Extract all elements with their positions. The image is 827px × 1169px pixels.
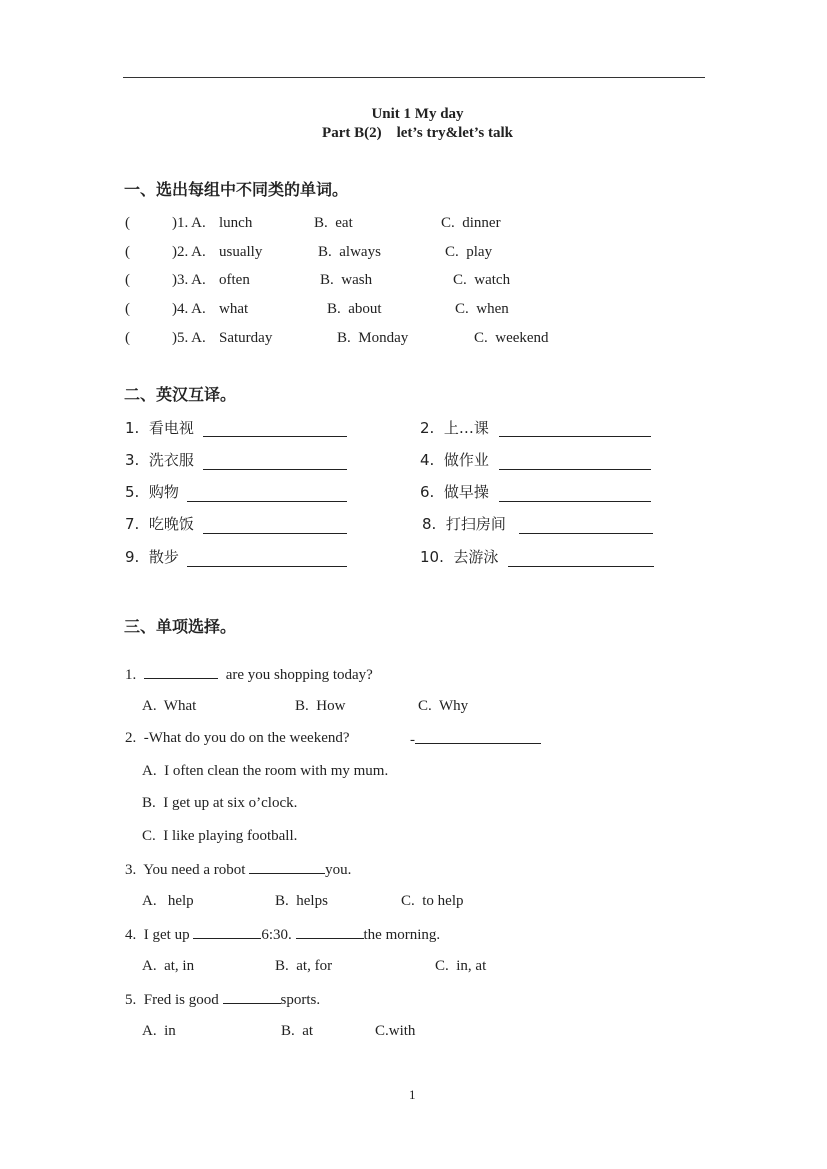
item-number: )2. A. — [172, 244, 206, 260]
answer-blank[interactable] — [499, 455, 651, 470]
q2-answer — [410, 729, 541, 749]
answer-blank[interactable] — [296, 924, 364, 939]
question-text: 3. You need a robot — [125, 862, 246, 878]
q5-option-b: B. at — [281, 1023, 314, 1039]
q1-option-c: C. Why — [418, 698, 469, 714]
section1-heading: 一、选出每组中不同类的单词。 — [124, 180, 349, 199]
q1-option-b: B. How — [295, 698, 346, 714]
question-text-tail: you. — [325, 862, 352, 878]
answer-blank[interactable] — [415, 729, 541, 744]
q3-option-c: C. to help — [401, 893, 464, 909]
q3-option-b: B. helps — [275, 893, 328, 909]
option-a: usually — [219, 244, 263, 260]
section3-heading: 三、单项选择。 — [124, 617, 237, 636]
item-number: )5. A. — [172, 330, 206, 346]
answer-paren: ( — [125, 330, 130, 346]
answer-blank[interactable] — [203, 455, 347, 470]
question-text-tail: sports. — [280, 992, 321, 1008]
option-a: lunch — [219, 215, 253, 231]
answer-blank[interactable] — [187, 487, 347, 502]
translation-label: 10. 去游泳 — [420, 548, 499, 566]
option-b: B. always — [318, 244, 381, 260]
answer-paren: ( — [125, 301, 130, 317]
dash: - — [410, 732, 415, 748]
translation-label: 8. 打扫房间 — [422, 515, 506, 533]
section2-heading: 二、英汉互译。 — [124, 385, 237, 404]
option-a: Saturday — [219, 330, 273, 346]
translation-label: 5. 购物 — [125, 483, 179, 501]
answer-paren: ( — [125, 215, 130, 231]
question-3 — [125, 859, 351, 879]
translation-label: 2. 上…课 — [420, 419, 489, 437]
translation-label: 4. 做作业 — [420, 451, 489, 469]
question-text: 5. Fred is good — [125, 992, 219, 1008]
option-c: C. when — [455, 301, 509, 317]
option-b: B. eat — [314, 215, 353, 231]
question-number: 1. — [125, 667, 137, 683]
option-b: B. about — [327, 301, 382, 317]
worksheet-subtitle: Part B(2) let’s try&let’s talk — [322, 125, 513, 141]
translation-label: 1. 看电视 — [125, 419, 194, 437]
answer-blank[interactable] — [193, 924, 261, 939]
answer-blank[interactable] — [499, 422, 651, 437]
question-1 — [125, 664, 373, 684]
page-number: 1 — [409, 1087, 416, 1102]
answer-blank[interactable] — [144, 664, 218, 679]
answer-blank[interactable] — [508, 552, 654, 567]
q4-option-a: A. at, in — [142, 958, 195, 974]
translation-label: 7. 吃晚饭 — [125, 515, 194, 533]
question-text-mid: 6:30. — [261, 927, 292, 943]
answer-blank[interactable] — [203, 519, 347, 534]
question-text: are you shopping today? — [225, 667, 373, 683]
item-number: )4. A. — [172, 301, 206, 317]
option-a: often — [219, 272, 250, 288]
option-c: C. weekend — [474, 330, 549, 346]
header-rule — [123, 77, 705, 78]
translation-label: 9. 散步 — [125, 548, 179, 566]
option-a: what — [219, 301, 249, 317]
option-c: C. watch — [453, 272, 511, 288]
q4-option-c: C. in, at — [435, 958, 487, 974]
question-2: 2. -What do you do on the weekend? — [125, 730, 350, 746]
answer-blank[interactable] — [499, 487, 651, 502]
worksheet-title: Unit 1 My day — [371, 106, 464, 122]
question-4 — [125, 924, 440, 944]
q5-option-a: A. in — [142, 1023, 176, 1039]
question-text-tail: the morning. — [363, 927, 441, 943]
item-number: )1. A. — [172, 215, 206, 231]
q2-option-b: B. I get up at six o’clock. — [142, 795, 298, 811]
answer-paren: ( — [125, 272, 130, 288]
q3-option-a: A. help — [142, 893, 194, 909]
q2-option-a: A. I often clean the room with my mum. — [142, 763, 389, 779]
item-number: )3. A. — [172, 272, 206, 288]
option-c: C. play — [445, 244, 493, 260]
answer-paren: ( — [125, 244, 130, 260]
answer-blank[interactable] — [203, 422, 347, 437]
q2-option-c: C. I like playing football. — [142, 828, 298, 844]
translation-label: 3. 洗衣服 — [125, 451, 194, 469]
answer-blank[interactable] — [519, 519, 653, 534]
question-5 — [125, 989, 320, 1009]
option-c: C. dinner — [441, 215, 501, 231]
answer-blank[interactable] — [187, 552, 347, 567]
answer-blank[interactable] — [223, 989, 281, 1004]
option-b: B. Monday — [337, 330, 409, 346]
answer-blank[interactable] — [249, 859, 325, 874]
q4-option-b: B. at, for — [275, 958, 333, 974]
question-text: 4. I get up — [125, 927, 190, 943]
q1-option-a: A. What — [142, 698, 197, 714]
option-b: B. wash — [320, 272, 373, 288]
q5-option-c: C.with — [375, 1023, 416, 1039]
translation-label: 6. 做早操 — [420, 483, 489, 501]
